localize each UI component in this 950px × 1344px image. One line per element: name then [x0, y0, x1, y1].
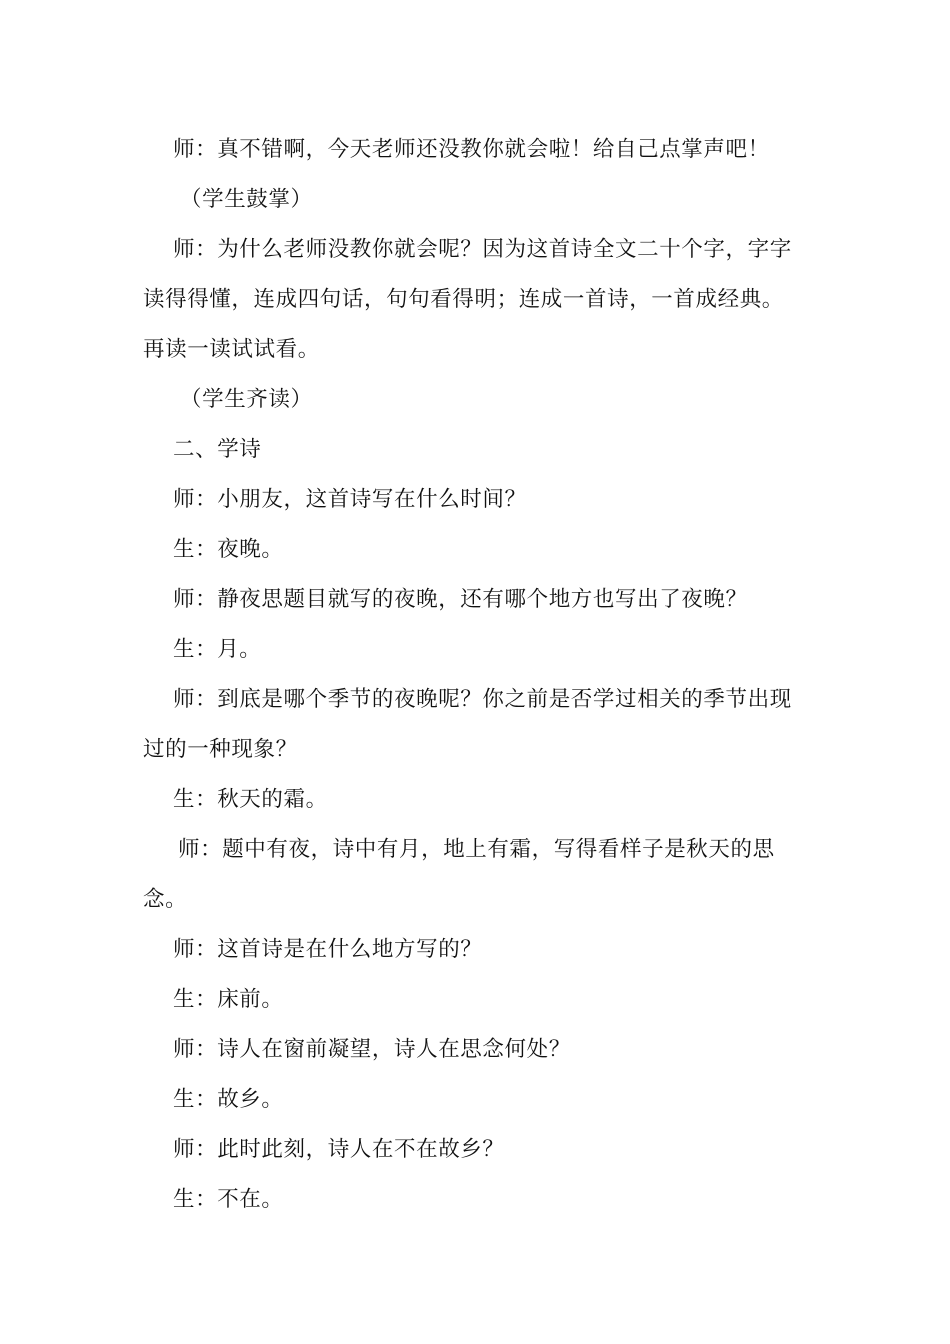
paragraph-line: 生：夜晚。: [173, 537, 284, 562]
paragraph-line: 师：小朋友，这首诗写在什么时间？: [173, 487, 527, 512]
paragraph-line: 生：月。: [173, 637, 262, 662]
paragraph-line: （学生鼓掌）: [180, 187, 313, 212]
paragraph-line: 念。: [143, 887, 188, 912]
paragraph-line: 师：诗人在窗前凝望，诗人在思念何处？: [173, 1037, 571, 1062]
paragraph-line: 读得得懂，连成四句话，句句看得明；连成一首诗，一首成经典。: [143, 287, 784, 312]
paragraph-line: 师：此时此刻，诗人在不在故乡？: [173, 1137, 505, 1162]
paragraph-line: 师：为什么老师没教你就会呢？因为这首诗全文二十个字，字字: [173, 237, 792, 262]
paragraph-line: 生：故乡。: [173, 1087, 284, 1112]
paragraph-line: 生：不在。: [173, 1187, 284, 1212]
paragraph-line: 再读一读试试看。: [143, 337, 320, 362]
paragraph-line: 生：秋天的霜。: [173, 787, 328, 812]
paragraph-line: 师：到底是哪个季节的夜晚呢？你之前是否学过相关的季节出现: [173, 687, 792, 712]
paragraph-line: 过的一种现象？: [143, 737, 298, 762]
paragraph-line: 师：静夜思题目就写的夜晚，还有哪个地方也写出了夜晚？: [173, 587, 748, 612]
section-heading: 二、学诗: [173, 437, 262, 462]
paragraph-line: 生：床前。: [173, 987, 284, 1012]
paragraph-line: 师：题中有夜，诗中有月，地上有霜，写得看样子是秋天的思: [178, 837, 775, 862]
paragraph-line: 师：这首诗是在什么地方写的？: [173, 937, 483, 962]
paragraph-line: （学生齐读）: [180, 387, 313, 412]
paragraph-line: 师：真不错啊，今天老师还没教你就会啦！给自己点掌声吧！: [173, 137, 770, 162]
